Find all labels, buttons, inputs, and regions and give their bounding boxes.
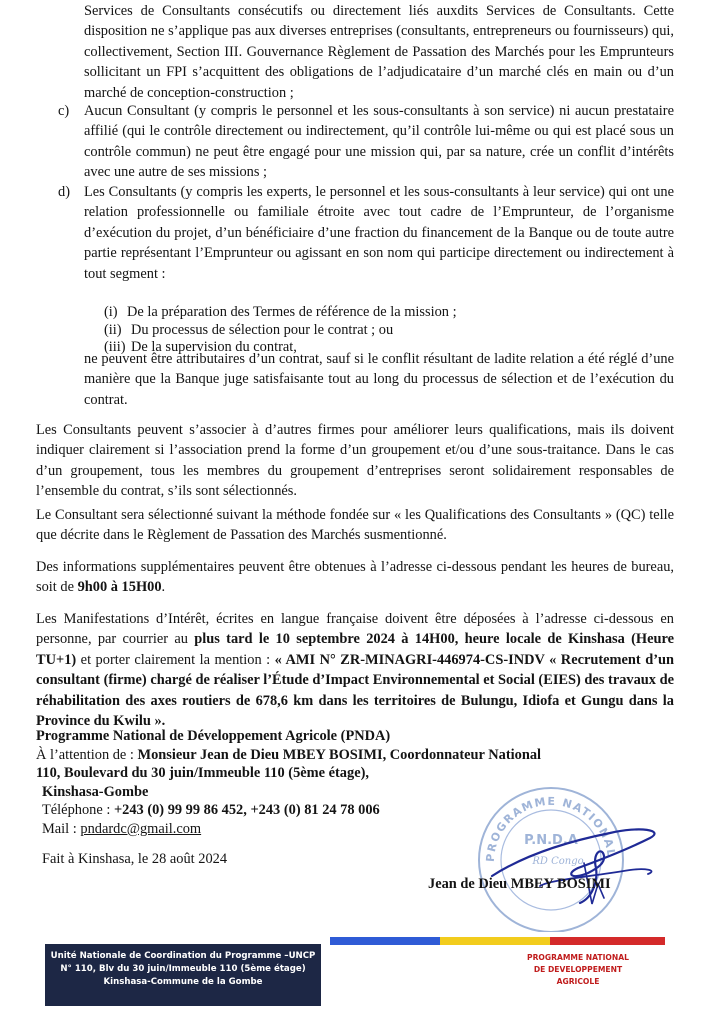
item-d-text: Les Consultants (y compris les experts, le personnel et les sous-consultants à leur service) qui ont une relation professionnelle ou familiale étroite avec tout cadre de l’Emprunteur, de l’organisme d’exécution du projet, d’un bénéficiaire d’une fraction du financement de la Banque ou de toute autre partie représentant l’Emprunteur ou agissant en son nom qui participe directement ou indirectement à tout segment : [84,184,674,282]
subitem-marker: (iii) [104,339,126,355]
subitem-marker: (i) [104,304,118,320]
city: Kinshasa-Gombe [42,783,149,800]
signatory-name: Jean de Dieu MBEY BOSIMI [428,876,611,892]
info-paragraph: Des informations supplémentaires peuvent être obtenues à l’adresse ci-dessous pendant les heures de bureau, soit de 9h00 à 15H00. [36,559,674,596]
item-d-marker: d) [58,184,70,200]
manifest-paragraph: Les Manifestations d’Intérêt, écrites en langue française doivent être déposées à l’adresse ci-dessous en personne, par courrier au plus tard le 10 septembre 2024 à 14H00, heure locale de Kinshasa (Heure TU+1) et porter clairement la mention : « AMI N° ZR-MINAGRI-446974-CS-INDV « Recrutement d’un consultant (firme) chargé de réaliser l’Étude d’Impact Environnemental et Social (EIES) des travaux de réhabilitation des axes routiers de 678,6 km dans les territoires de Bulungu, Idiofa et Gungu dans la Province du Kwilu ». [36,611,675,730]
attention-line: À l’attention de : Monsieur Jean de Dieu MBEY BOSIMI, Coordonnateur National [36,746,542,763]
org-name: Programme National de Développement Agricole (PNDA) [36,728,391,744]
email-link[interactable]: pndardc@gmail.com [80,820,202,837]
mail-line: Mail : pndardc@gmail.com [42,820,202,837]
stamp-sub: RD Congo [532,856,584,867]
footer-bar-red [550,937,665,945]
signature-icon [480,808,680,918]
office-hours: 9h00 à 15H00 [77,579,162,596]
subitem-text: Du processus de sélection pour le contrat ; ou [131,321,394,338]
street-address: 110, Boulevard du 30 juin/Immeuble 110 (5ème étage), [36,765,369,782]
method-paragraph: Le Consultant sera sélectionné suivant la méthode fondée sur « les Qualifications des Consultants » (QC) telle que décrite dans le Règlement de Passation des Marchés susmentionné. [36,507,674,544]
subitem [104,302,584,320]
ami-reference: « AMI N° ZR-MINAGRI-446974-CS-INDV « Recrutement d’un consultant (firme) chargé de réaliser l’Étude d’Impact Environnemental et Social (EIES) des travaux de réhabilitation des axes routiers de 678,6 km dans les territoires de Bulungu, Idiofa et Gungu dans la Province du Kwilu ». [36,651,675,730]
continued-paragraph: Services de Consultants consécutifs ou directement liés auxdits Services de Consultants. Cette disposition ne s’applique pas aux diverses entreprises (consultants, entrepreneurs ou fournisseurs) qui, collectivement, Section III. Gouvernance Règlement de Passation des Marchés pour les Emprunteurs sollicitant un FPI s’acquittent des obligations de l’adjudicataire d’un marché clés en main ou d’un marché de conception-construction ; [84,3,674,101]
deadline: plus tard le 10 septembre 2024 à 14H00, heure locale de Kinshasa (Heure TU+1) [36,631,675,668]
footer-address: Unité Nationale de Coordination du Programme –UNCP N° 110, Blv du 30 juin/Immeuble 110 (5ème étage) Kinshasa-Commune de la Gombe [45,944,321,1006]
subitem-text: De la supervision du contrat, [131,339,297,355]
footer-bar-yellow [440,937,550,945]
item-c-text: Aucun Consultant (y compris le personnel et les sous-consultants à son service) ni aucun prestataire affilié (qui le contrôle directement ou indirectement, qu’il contrôle lui-même ou qui est placé sous un contrôle commun) ne peut être engagé pour une mission qui, par sa nature, crée un conflit d’intérêts avec une autre de ses missions ; [84,103,674,181]
subitem-text: De la préparation des Termes de référence de la mission ; [127,304,457,320]
subitem [104,320,584,338]
date-line: Fait à Kinshasa, le 28 août 2024 [42,851,228,867]
association-paragraph: Les Consultants peuvent s’associer à d’autres firmes pour améliorer leurs qualifications, mais ils doivent indiquer clairement si l’association prend la forme d’un groupement et/ou d’une sous-traitance. Dans le cas d’un groupement, tous les membres du groupement d’entreprises seront solidairement responsables de l’ensemble du contrat, s’ils sont sélectionnés. [36,422,674,500]
footer-logo-text: PROGRAMME NATIONAL DE DEVELOPPEMENT AGRICOLE [527,953,629,986]
item-d-conclusion: ne peuvent être attributaires d’un contrat, sauf si le conflit résultant de ladite relation a été réglé d’une manière que la Banque juge satisfaisante tout au long du processus de sélection et de l’exécution du contrat. [84,351,674,408]
item-c-marker: c) [58,103,70,119]
subitem-marker: (ii) [104,321,122,338]
footer-bar-blue [330,937,440,945]
stamp-center: P.N.D.A [524,833,578,848]
stamp-ring-text: PROGRAMME NATIONAL [483,794,618,863]
subitem-list [104,302,584,355]
phone-line: Téléphone : +243 (0) 99 99 86 452, +243 (0) 81 24 78 006 [42,802,380,819]
